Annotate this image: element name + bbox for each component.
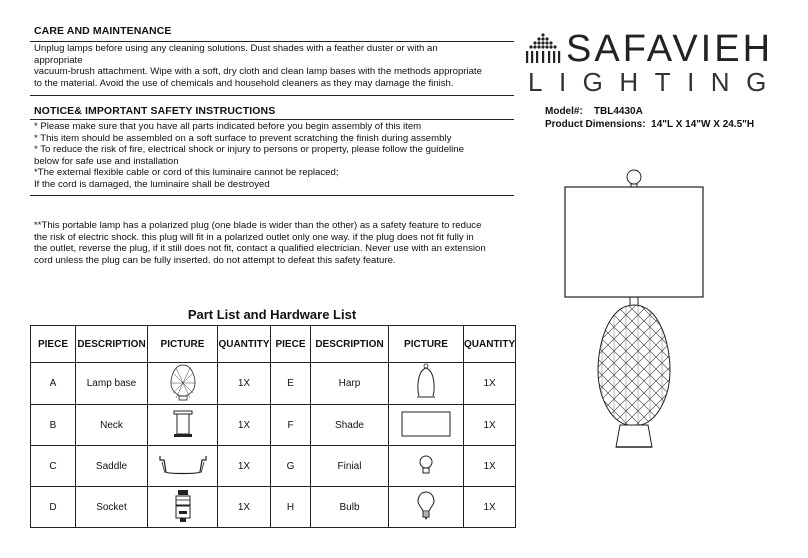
- piece-cell: D: [31, 487, 76, 528]
- safety-line: * Please make sure that you have all parts indicated before you begin assembly of this item: [34, 121, 422, 132]
- care-line: Unplug lamps before using any cleaning solutions. Dust shades with a feather duster or with an: [34, 43, 438, 54]
- plug-note-line: the risk of electric shock. this plug will fit in a polarized outlet only one way. if the plug does not fit fully in: [34, 231, 474, 243]
- table-row: [31, 363, 516, 405]
- shade-icon: [399, 409, 453, 439]
- quantity-cell: 1X: [464, 446, 516, 487]
- neck-icon: [171, 409, 195, 439]
- col-header: PIECE: [271, 326, 311, 363]
- safety-line: If the cord is damaged, the luminaire shall be destroyed: [34, 178, 270, 190]
- quantity-cell: 1X: [218, 405, 271, 446]
- safety-line: *The external flexible cable or cord of this luminaire cannot be replaced;: [34, 167, 339, 179]
- picture-cell: [389, 363, 464, 405]
- finial-icon: [416, 453, 436, 477]
- lamp-illustration: [560, 165, 710, 460]
- safety-title: NOTICE& IMPORTANT SAFETY INSTRUCTIONS: [34, 105, 276, 117]
- description-cell: Finial: [311, 446, 389, 487]
- quantity-cell: 1X: [464, 363, 516, 405]
- col-header: DESCRIPTION: [311, 326, 389, 363]
- quantity-cell: 1X: [218, 363, 271, 405]
- safety-line: below for safe use and installation: [34, 155, 179, 167]
- plug-note: [34, 220, 486, 266]
- quantity-cell: 1X: [218, 446, 271, 487]
- model-value: TBL4430A: [593, 106, 643, 117]
- care-text: [34, 43, 482, 89]
- safety-text: [34, 121, 464, 191]
- piece-cell: C: [31, 446, 76, 487]
- divider: [30, 119, 514, 120]
- table-header-row: [31, 326, 516, 363]
- picture-cell: [148, 363, 218, 405]
- safavieh-logo-mark: [522, 33, 564, 65]
- model-number: [545, 105, 643, 118]
- picture-cell: [148, 487, 218, 528]
- piece-cell: H: [271, 487, 311, 528]
- divider: [30, 95, 514, 96]
- model-label: Model#:: [545, 106, 583, 117]
- piece-cell: A: [31, 363, 76, 405]
- col-header: PICTURE: [389, 326, 464, 363]
- quantity-cell: 1X: [464, 405, 516, 446]
- picture-cell: [148, 446, 218, 487]
- product-dimensions: [545, 118, 754, 131]
- table-row: [31, 487, 516, 528]
- parts-table: [30, 325, 516, 528]
- piece-cell: F: [271, 405, 311, 446]
- picture-cell: [148, 405, 218, 446]
- socket-icon: [172, 489, 194, 523]
- table-row: [31, 446, 516, 487]
- description-cell: Bulb: [311, 487, 389, 528]
- plug-note-line: the outlet, reverse the plug, if it still does not fit, contact a qualified electrician. Never use with an extension: [34, 243, 486, 255]
- piece-cell: B: [31, 405, 76, 446]
- quantity-cell: 1X: [464, 487, 516, 528]
- picture-cell: [389, 446, 464, 487]
- brand-sub: LIGHTING: [528, 67, 783, 97]
- description-cell: Lamp base: [76, 363, 148, 405]
- col-header: DESCRIPTION: [76, 326, 148, 363]
- piece-cell: E: [271, 363, 311, 405]
- care-line: to the material. Avoid the use of chemicals and household cleaners as they may damage the finish.: [34, 77, 454, 89]
- bulb-icon: [416, 490, 436, 522]
- description-cell: Shade: [311, 405, 389, 446]
- piece-cell: G: [271, 446, 311, 487]
- lamp-base-icon: [168, 363, 198, 401]
- col-header: QUANTITY: [464, 326, 516, 363]
- col-header: QUANTITY: [218, 326, 271, 363]
- picture-cell: [389, 487, 464, 528]
- description-cell: Socket: [76, 487, 148, 528]
- brand-name: SAFAVIEH: [566, 28, 774, 70]
- table-row: [31, 405, 516, 446]
- care-line: appropriate: [34, 54, 83, 66]
- care-line: vacuum-brush attachment. Wipe with a soft, dry cloth and clean lamp bases with the methods appropriate: [34, 66, 482, 78]
- safety-line: * This item should be assembled on a soft surface to prevent scratching the finish during assembly: [34, 132, 452, 144]
- dims-value: 14"L X 14"W X 24.5"H: [651, 119, 755, 130]
- description-cell: Saddle: [76, 446, 148, 487]
- picture-cell: [389, 405, 464, 446]
- plug-note-line: cord unless the plug can be fully inserted. do not attempt to defeat this safety feature.: [34, 254, 396, 266]
- care-title: CARE AND MAINTENANCE: [34, 25, 172, 37]
- col-header: PICTURE: [148, 326, 218, 363]
- quantity-cell: 1X: [218, 487, 271, 528]
- divider: [30, 41, 514, 42]
- divider: [30, 195, 514, 196]
- saddle-icon: [156, 452, 210, 478]
- harp-icon: [411, 363, 441, 401]
- description-cell: Neck: [76, 405, 148, 446]
- safety-line: * To reduce the risk of fire, electrical shock or injury to persons or property, please follow the guideline: [34, 144, 464, 156]
- dims-label: Product Dimensions:: [545, 119, 646, 130]
- col-header: PIECE: [31, 326, 76, 363]
- plug-note-line: **This portable lamp has a polarized plug (one blade is wider than the other) as a safety feature to reduce: [34, 220, 482, 231]
- description-cell: Harp: [311, 363, 389, 405]
- parts-table-title: Part List and Hardware List: [187, 307, 357, 322]
